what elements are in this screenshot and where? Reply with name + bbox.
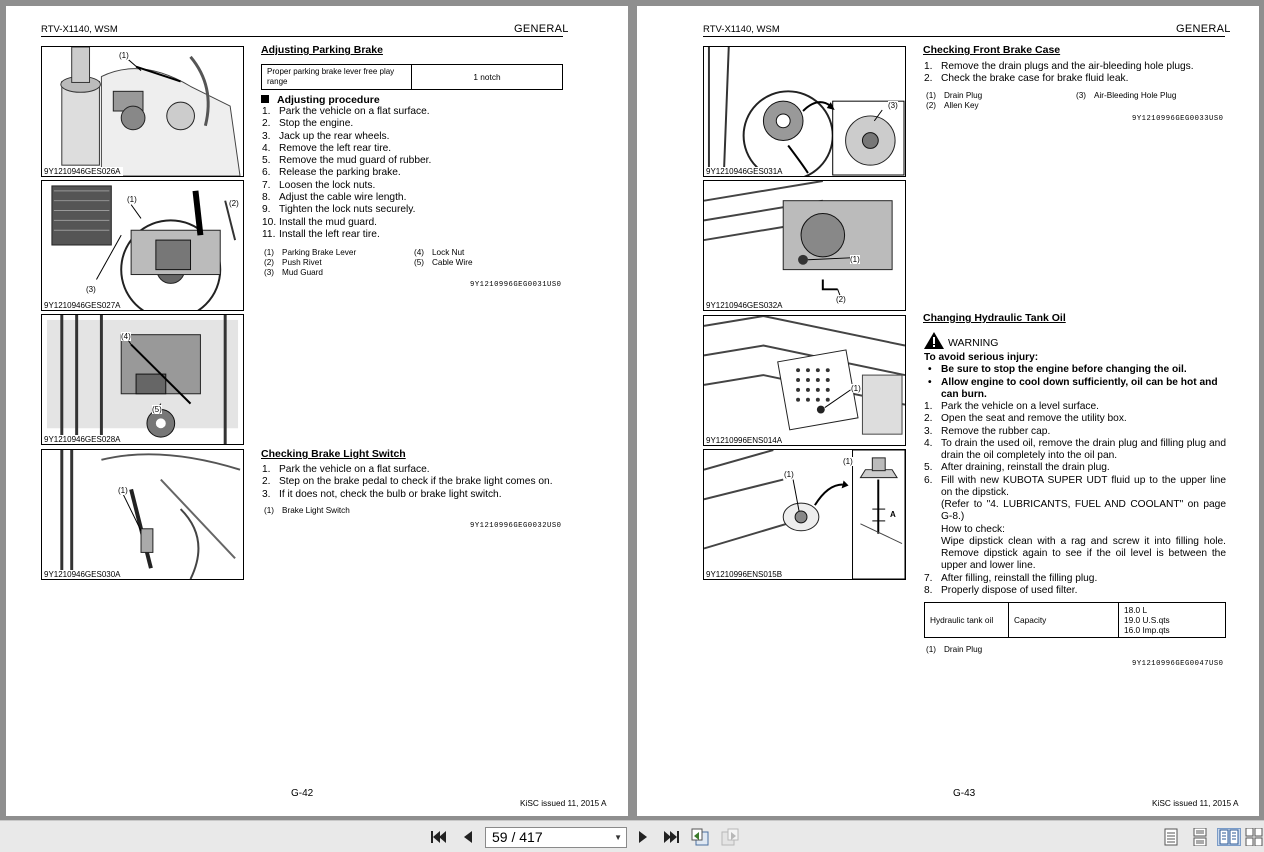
- step-item: [262, 131, 564, 143]
- step-item: [924, 462, 1226, 474]
- step-item: [262, 204, 564, 216]
- step-number: 1.: [262, 106, 271, 117]
- figure-caption: 9Y1210946GES027A: [44, 301, 121, 310]
- callout: (5): [152, 405, 162, 414]
- step-text: Park the vehicle on a flat surface.: [279, 464, 430, 475]
- spec-label: Proper parking brake lever free play range: [262, 65, 412, 90]
- step-text: Remove the left rear tire.: [279, 142, 392, 154]
- section-title-adjusting-parking-brake: Adjusting Parking Brake: [261, 44, 383, 56]
- legend-col-1: (1) Drain Plug (2) Allen Key: [926, 91, 983, 110]
- warning-icon: [924, 332, 944, 349]
- figure-caption: 9Y1210996ENS014A: [706, 436, 783, 445]
- step-text: Remove the rubber cap.: [941, 425, 1051, 437]
- step-number: 11.: [262, 228, 276, 240]
- warning-text: To avoid serious injury: • Be sure to stop the engine before changing the oil. • Allow engine to cool down sufficiently, oil can be hot and can burn.: [924, 352, 1218, 400]
- step-item: [924, 61, 1226, 73]
- front-brake-steps: [924, 61, 1226, 86]
- header-section: GENERAL: [514, 23, 569, 35]
- issued-note: KiSC issued 11, 2015 A: [520, 798, 607, 808]
- step-item: [924, 413, 1226, 425]
- step-item: [924, 438, 1226, 463]
- figure-hydraulic-tank: [703, 315, 906, 446]
- warning-label: WARNING: [924, 332, 998, 349]
- figure-dipstick: [703, 449, 906, 580]
- step-number: 7.: [262, 179, 271, 191]
- capacity-item: Hydraulic tank oil: [925, 603, 1009, 638]
- callout: (2): [229, 199, 239, 208]
- figure-caption: 9Y1210946GES032A: [706, 301, 783, 310]
- step-text: Adjust the cable wire length.: [279, 192, 407, 204]
- hydraulic-steps: [924, 401, 1226, 499]
- header-title: RTV-X1140, WSM: [703, 24, 780, 35]
- hydraulic-notes: (Refer to "4. LUBRICANTS, FUEL AND COOLANT" on page G-8.) How to check: Wipe dipstick clean with a rag and screw it into filling hole. Remove dipstick again to see if the oil level is between the upper and lower line.: [941, 499, 1226, 572]
- header-section: GENERAL: [1176, 23, 1231, 35]
- step-item: [924, 475, 1226, 500]
- step-number: 2.: [262, 476, 271, 488]
- step-number: 6.: [262, 167, 271, 179]
- step-item: [262, 476, 564, 488]
- step-text: Release the parking brake.: [279, 167, 401, 179]
- callout: (1): [843, 457, 853, 466]
- step-number: 3.: [924, 425, 933, 437]
- section-title-hydraulic-tank-oil: Changing Hydraulic Tank Oil: [923, 312, 1066, 324]
- page-number: G-43: [953, 788, 976, 799]
- figure-brake-light-switch: [41, 449, 244, 580]
- page-number: G-42: [291, 788, 314, 799]
- step-text: Remove the drain plugs and the air-bleeding hole plugs.: [941, 61, 1194, 72]
- step-number: 8.: [262, 192, 271, 204]
- step-text: Loosen the lock nuts.: [279, 179, 376, 191]
- step-text: After draining, reinstall the drain plug.: [941, 462, 1110, 474]
- step-number: 3.: [262, 488, 271, 500]
- chevron-down-icon[interactable]: ▼: [614, 833, 622, 842]
- figure-lock-nut-cable: [41, 314, 244, 445]
- figure-front-brake-case: [703, 46, 906, 177]
- hydraulic-steps-after: [924, 573, 1226, 598]
- callout: (3): [888, 101, 898, 110]
- spec-value: 1 notch: [412, 65, 563, 90]
- step-item: [262, 180, 564, 192]
- step-item: [924, 426, 1226, 438]
- step-number: 4.: [262, 142, 271, 154]
- legend-col-2: (4) Lock Nut (5) Cable Wire: [414, 248, 473, 267]
- step-text: After filling, reinstall the filling plug.: [941, 573, 1098, 584]
- step-item: [924, 73, 1226, 85]
- first-page-icon[interactable]: [428, 828, 448, 846]
- header-rule: [41, 36, 563, 37]
- single-page-icon[interactable]: [1161, 828, 1181, 846]
- legend-col-2: (3) Air-Bleeding Hole Plug: [1076, 91, 1177, 100]
- step-item: [262, 217, 564, 229]
- callout-dimension: A: [890, 510, 896, 519]
- procedure-heading: Adjusting procedure: [261, 94, 380, 106]
- step-number: 9.: [262, 204, 271, 216]
- step-text: Step on the brake pedal to check if the brake light comes on.: [279, 476, 553, 488]
- figure-caption: 9Y1210996ENS015B: [706, 570, 783, 579]
- figure-mud-guard: [41, 180, 244, 311]
- step-text: Park the vehicle on a flat surface.: [279, 106, 430, 117]
- two-page-continuous-icon[interactable]: [1244, 828, 1264, 846]
- callout: (2): [836, 295, 846, 304]
- step-text: Install the mud guard.: [279, 216, 377, 228]
- callout: (1): [119, 51, 129, 60]
- reference-code: 9Y1210996GEG0032US0: [470, 522, 562, 530]
- last-page-icon[interactable]: [662, 828, 682, 846]
- figure-drain-plug: [703, 180, 906, 311]
- section-title-front-brake-case: Checking Front Brake Case: [923, 44, 1061, 56]
- step-number: 1.: [924, 61, 933, 72]
- legend: (1) Drain Plug: [926, 645, 983, 654]
- callout: (1): [118, 486, 128, 495]
- callout: (3): [86, 285, 96, 294]
- step-text: Properly dispose of used filter.: [941, 585, 1078, 597]
- callout: (4): [121, 332, 131, 341]
- next-page-icon[interactable]: [633, 828, 653, 846]
- callout: (1): [850, 255, 860, 264]
- figure-parking-brake-lever: [41, 46, 244, 177]
- figure-caption: 9Y1210946GES028A: [44, 435, 121, 444]
- step-number: 8.: [924, 585, 933, 597]
- step-number: 7.: [924, 573, 933, 584]
- step-text: Stop the engine.: [279, 118, 354, 130]
- step-number: 3.: [262, 130, 271, 142]
- legend-col-1: (1) Parking Brake Lever (2) Push Rivet (3) Mud Guard: [264, 248, 357, 277]
- issued-note: KiSC issued 11, 2015 A: [1152, 798, 1239, 808]
- step-item: [262, 192, 564, 204]
- continuous-icon[interactable]: [1190, 828, 1210, 846]
- step-item: [262, 118, 564, 130]
- step-item: [262, 464, 564, 476]
- go-forward-icon[interactable]: [720, 828, 740, 846]
- step-item: [262, 229, 564, 241]
- page-indicator[interactable]: 59 / 417 ▼: [485, 827, 627, 848]
- step-text: Remove the mud guard of rubber.: [279, 155, 432, 167]
- step-number: 2.: [924, 413, 933, 425]
- prev-page-icon[interactable]: [458, 828, 478, 846]
- step-number: 6.: [924, 474, 933, 486]
- capacity-values: 18.0 L 19.0 U.S.qts 16.0 Imp.qts: [1119, 603, 1226, 638]
- step-item: [262, 155, 564, 167]
- step-number: 5.: [924, 462, 933, 474]
- brake-light-steps: [262, 464, 564, 501]
- page-g42: [6, 6, 628, 816]
- go-back-icon[interactable]: [690, 828, 710, 846]
- procedure-steps: [262, 106, 564, 241]
- header-rule: [703, 36, 1225, 37]
- header-title: RTV-X1140, WSM: [41, 24, 118, 35]
- spec-table-lever-play: [261, 64, 563, 90]
- step-item: [924, 573, 1226, 585]
- step-text: Open the seat and remove the utility box.: [941, 413, 1127, 425]
- capacity-table: [924, 602, 1226, 638]
- step-item: [924, 401, 1226, 413]
- reference-code: 9Y1210996GEG0031US0: [470, 281, 562, 289]
- reference-code: 9Y1210996GEG0033US0: [1132, 115, 1224, 123]
- step-text: Check the brake case for brake fluid leak.: [941, 73, 1129, 85]
- step-number: 2.: [262, 118, 271, 130]
- step-text: Install the left rear tire.: [279, 228, 380, 240]
- page-g43: [637, 6, 1259, 816]
- navigation-toolbar: [0, 820, 1264, 852]
- two-page-icon[interactable]: [1217, 828, 1241, 846]
- callout: (1): [127, 195, 137, 204]
- callout: (1): [784, 470, 794, 479]
- section-title-brake-light-switch: Checking Brake Light Switch: [261, 448, 406, 460]
- callout: (1): [851, 384, 861, 393]
- capacity-label: Capacity: [1009, 603, 1119, 638]
- figure-caption: 9Y1210946GES031A: [706, 167, 783, 176]
- legend: (1) Brake Light Switch: [264, 506, 350, 515]
- step-text: Jack up the rear wheels.: [279, 130, 390, 142]
- step-item: [924, 585, 1226, 597]
- step-text: To drain the used oil, remove the drain plug and filling plug and drain the oil completely into the oil pan.: [941, 437, 1226, 462]
- step-item: [262, 167, 564, 179]
- step-number: 10.: [262, 216, 277, 228]
- step-text: Park the vehicle on a level surface.: [941, 401, 1099, 412]
- figure-caption: 9Y1210946GES026A: [44, 167, 121, 176]
- step-number: 4.: [924, 437, 933, 449]
- reference-code: 9Y1210996GEG0047US0: [1132, 660, 1224, 668]
- step-item: [262, 143, 564, 155]
- figure-caption: 9Y1210946GES030A: [44, 570, 121, 579]
- step-item: [262, 489, 564, 501]
- step-number: 2.: [924, 73, 933, 85]
- step-text: If it does not, check the bulb or brake light switch.: [279, 488, 502, 500]
- step-text: Fill with new KUBOTA SUPER UDT fluid up to the upper line on the dipstick.: [941, 474, 1226, 499]
- step-number: 1.: [262, 464, 271, 475]
- step-number: 1.: [924, 401, 933, 412]
- step-text: Tighten the lock nuts securely.: [279, 204, 416, 216]
- step-number: 5.: [262, 155, 271, 167]
- step-item: [262, 106, 564, 118]
